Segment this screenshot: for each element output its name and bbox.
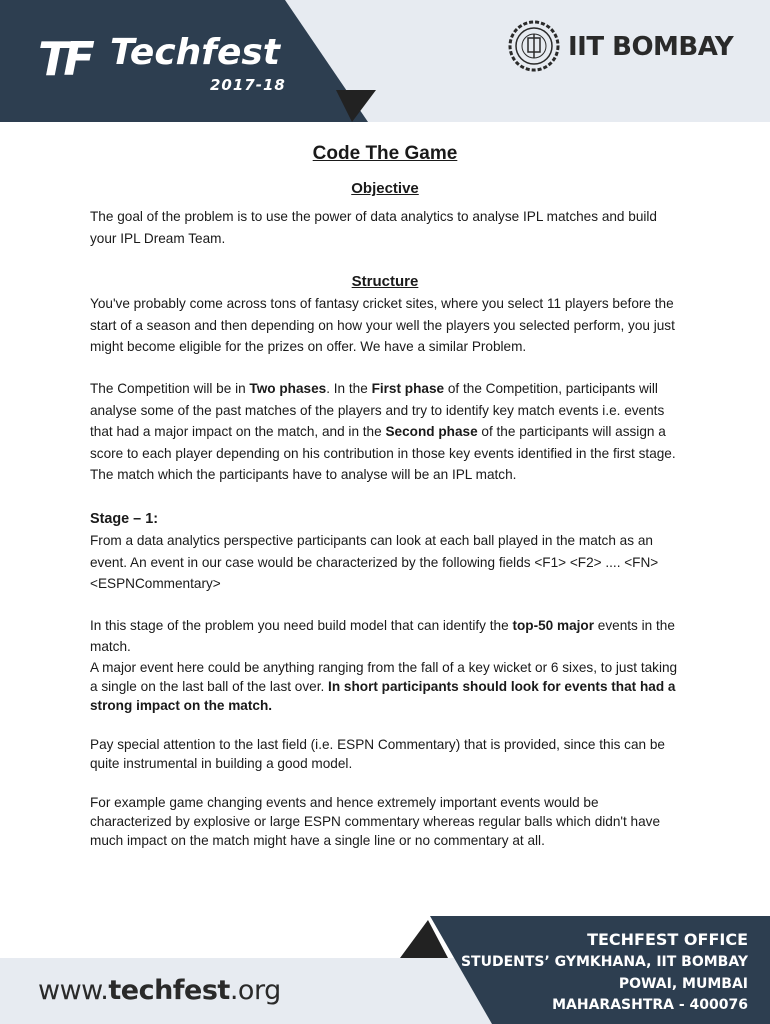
objective-heading: Objective: [351, 180, 419, 197]
iit-seal-icon: [508, 20, 560, 72]
stage-1-paragraph-2: In this stage of the problem you need build model that can identify the top-50 major events in the match.: [90, 617, 675, 655]
document-body: [90, 140, 680, 850]
bold-first-phase: First phase: [371, 380, 445, 396]
stage-1-paragraph-5: For example game changing events and hence extremely important events would be characterized by explosive or large ESPN commentary whereas regular balls which didn't have much impact on the match might have a single line or no commentary at all.: [90, 794, 661, 848]
structure-paragraph-2: The Competition will be in Two phases. In the First phase of the Competition, participants will analyse some of the past matches of the players and try to identify key match events i.e. events that had a major impact on the match, and in the Second phase of the participants will assign a score to each player depending on his contribution in those key events identified in the first stage. The match which the participants have to analyse will be an IPL match.: [90, 380, 676, 483]
document-title: Code The Game: [312, 143, 458, 164]
techfest-logo-name: Techfest: [110, 32, 281, 73]
office-address-line-2: POWAI, MUMBAI: [618, 975, 748, 992]
stage-1-paragraph-4: Pay special attention to the last field (i.e. ESPN Commentary) that is provided, since this can be quite instrumental in building a good model.: [90, 736, 665, 771]
office-address-line-3: MAHARASHTRA - 400076: [552, 997, 748, 1013]
bold-two-phases: Two phases: [249, 380, 327, 396]
bold-top-50-major: top-50 major: [512, 617, 595, 633]
website-link[interactable]: www.techfest.org: [38, 975, 281, 1006]
office-address-line-1: STUDENTS’ GYMKHANA, IIT BOMBAY: [460, 954, 748, 970]
office-address: [461, 928, 748, 1017]
structure-heading: Structure: [351, 273, 419, 291]
bold-second-phase: Second phase: [385, 424, 478, 440]
stage-1-paragraph-3: A major event here could be anything ranging from the fall of a key wicket or 6 sixes, to just taking a single on the last ball of the last over. In short participants should look for events that had a strong impact on the match.: [90, 659, 678, 713]
institute-name: IIT BOMBAY: [568, 32, 734, 62]
techfest-logo-mark: TF: [38, 32, 89, 86]
stage-1-paragraph-1: From a data analytics perspective participants can look at each ball played in the match as an event. An event in our case would be characterized by the following fields <F1> <F2> .... <FN> <ESPNCommentary>: [90, 532, 659, 592]
bold-in-short: In short participants should look for events that had a strong impact on the match.: [90, 678, 676, 713]
office-title: TECHFEST OFFICE: [587, 930, 748, 949]
techfest-logo-year: 2017-18: [210, 76, 286, 94]
structure-paragraph-1: You've probably come across tons of fantasy cricket sites, where you select 11 players before the start of a season and then depending on how your well the players you selected perform, you just might become eligible for the prizes on offer. We have a similar Problem.: [90, 296, 675, 355]
objective-text: The goal of the problem is to use the power of data analytics to analyse IPL matches and build your IPL Dream Team.: [90, 209, 657, 246]
stage-1-heading: Stage – 1:: [90, 510, 158, 527]
